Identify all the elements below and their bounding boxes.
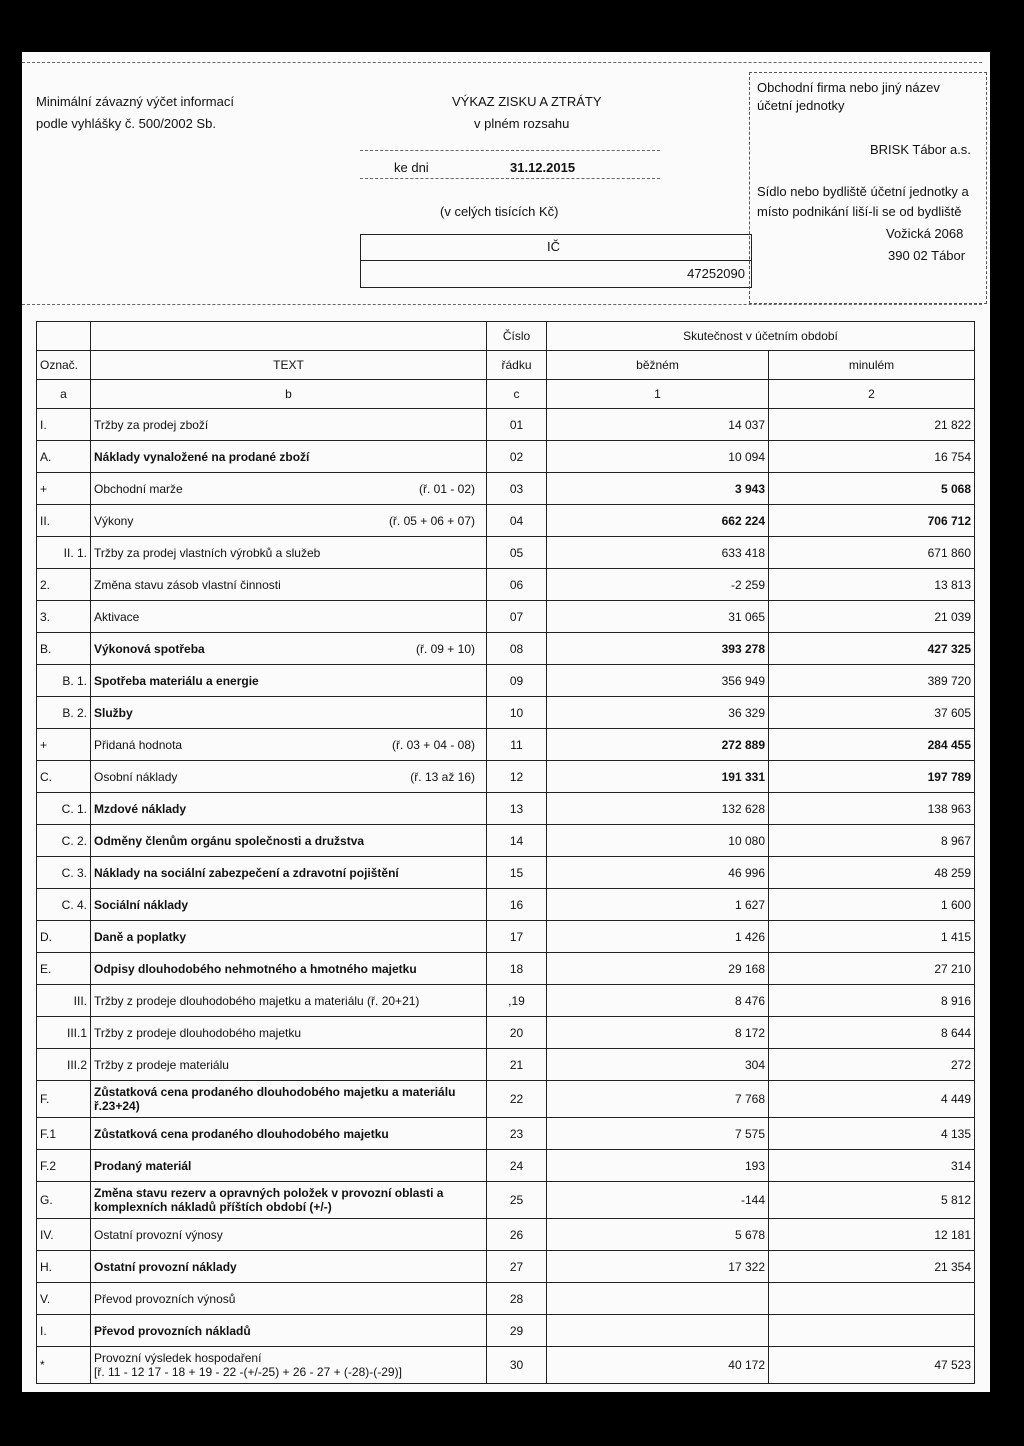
- table-row: [37, 793, 975, 825]
- seat-label-line2: místo podnikání liší-li se od bydliště: [757, 204, 962, 219]
- row-previous-value: 197 789: [769, 761, 975, 793]
- row-text: [91, 889, 487, 921]
- row-line-number: 16: [487, 889, 547, 921]
- row-line-number: 24: [487, 1150, 547, 1182]
- row-text: [91, 729, 487, 761]
- row-current-value: 633 418: [547, 537, 769, 569]
- col-skutecnost: Skutečnost v účetním období: [547, 322, 975, 351]
- row-previous-value: 27 210: [769, 953, 975, 985]
- row-current-value: [547, 1283, 769, 1315]
- row-line-number: 14: [487, 825, 547, 857]
- row-line-number: 21: [487, 1049, 547, 1081]
- row-current-value: 10 080: [547, 825, 769, 857]
- row-mark: G.: [37, 1182, 91, 1219]
- ic-label: IČ: [547, 239, 560, 254]
- row-previous-value: 4 135: [769, 1118, 975, 1150]
- row-formula: (ř. 03 + 04 - 08): [391, 737, 475, 752]
- row-text: [91, 1283, 487, 1315]
- row-text-label: Zůstatková cena prodaného dlouhodobého majetku: [94, 1126, 389, 1141]
- row-current-value: 1 426: [547, 921, 769, 953]
- row-text: [91, 953, 487, 985]
- firm-label-line2: účetní jednotky: [757, 98, 845, 113]
- row-text-label: Tržby z prodeje dlouhodobého majetku a materiálu (ř. 20+21): [94, 993, 420, 1008]
- row-previous-value: 138 963: [769, 793, 975, 825]
- row-text: [91, 1081, 487, 1118]
- row-text-label: Změna stavu rezerv a opravných položek v provozní oblasti a: [94, 1186, 444, 1200]
- row-text-label: Tržby z prodeje dlouhodobého majetku: [94, 1025, 302, 1040]
- table-row: [37, 665, 975, 697]
- ic-box: [360, 234, 752, 288]
- table-row: [37, 985, 975, 1017]
- row-previous-value: 8 644: [769, 1017, 975, 1049]
- row-text: [91, 633, 487, 665]
- sub-1: 1: [547, 380, 769, 409]
- row-mark: II.: [37, 505, 91, 537]
- row-text-label: Odpisy dlouhodobého nehmotného a hmotného majetku: [94, 961, 417, 976]
- row-text: [91, 473, 487, 505]
- table-row: [37, 1283, 975, 1315]
- row-mark: *: [37, 1347, 91, 1384]
- table-row: [37, 953, 975, 985]
- row-line-number: 08: [487, 633, 547, 665]
- table-row: [37, 697, 975, 729]
- report-title: VÝKAZ ZISKU A ZTRÁTY: [452, 94, 602, 109]
- table-row: [37, 1118, 975, 1150]
- row-text-label: Aktivace: [94, 609, 140, 624]
- col-text: TEXT: [91, 351, 487, 380]
- row-text: [91, 1347, 487, 1384]
- row-text-label: Provozní výsledek hospodaření: [94, 1351, 262, 1365]
- row-previous-value: 427 325: [769, 633, 975, 665]
- row-text-label-2: [ř. 11 - 12 17 - 18 + 19 - 22 -(+/-25) + 26 - 27 + (-28)-(-29)]: [94, 1365, 402, 1379]
- row-current-value: 7 575: [547, 1118, 769, 1150]
- row-text: [91, 697, 487, 729]
- table-row: [37, 761, 975, 793]
- row-text-label: Služby: [94, 705, 133, 720]
- row-text-label: Osobní náklady: [94, 769, 178, 784]
- row-text: [91, 761, 487, 793]
- row-formula: (ř. 09 + 10): [415, 641, 475, 656]
- row-previous-value: 21 354: [769, 1251, 975, 1283]
- row-previous-value: [769, 1315, 975, 1347]
- row-text: [91, 1315, 487, 1347]
- row-mark: C. 4.: [37, 889, 91, 921]
- row-text-label: Spotřeba materiálu a energie: [94, 673, 259, 688]
- row-current-value: 3 943: [547, 473, 769, 505]
- row-formula: (ř. 05 + 06 + 07): [388, 513, 475, 528]
- row-previous-value: 272: [769, 1049, 975, 1081]
- table-row: [37, 825, 975, 857]
- row-mark: 3.: [37, 601, 91, 633]
- row-mark: F.: [37, 1081, 91, 1118]
- row-previous-value: 12 181: [769, 1219, 975, 1251]
- row-text: [91, 1017, 487, 1049]
- table-row: [37, 1081, 975, 1118]
- sub-a: a: [37, 380, 91, 409]
- row-previous-value: 21 039: [769, 601, 975, 633]
- row-line-number: 06: [487, 569, 547, 601]
- row-previous-value: 5 068: [769, 473, 975, 505]
- row-text-label: Změna stavu zásob vlastní činnosti: [94, 577, 281, 592]
- row-text: [91, 1219, 487, 1251]
- row-text-label: Ostatní provozní výnosy: [94, 1227, 223, 1242]
- table-row: [37, 601, 975, 633]
- date-bottom-rule: [360, 178, 660, 179]
- row-mark: C.: [37, 761, 91, 793]
- row-line-number: 29: [487, 1315, 547, 1347]
- row-text: [91, 537, 487, 569]
- row-line-number: 07: [487, 601, 547, 633]
- row-mark: V.: [37, 1283, 91, 1315]
- seat-city: 390 02 Tábor: [888, 248, 966, 263]
- row-current-value: 46 996: [547, 857, 769, 889]
- row-current-value: 393 278: [547, 633, 769, 665]
- row-line-number: 13: [487, 793, 547, 825]
- row-previous-value: 284 455: [769, 729, 975, 761]
- table-row: [37, 473, 975, 505]
- row-current-value: -2 259: [547, 569, 769, 601]
- col-cislo-1: Číslo: [487, 322, 547, 351]
- row-previous-value: 1 600: [769, 889, 975, 921]
- row-text: [91, 1049, 487, 1081]
- row-text: [91, 1118, 487, 1150]
- row-mark: E.: [37, 953, 91, 985]
- row-current-value: 31 065: [547, 601, 769, 633]
- row-previous-value: 47 523: [769, 1347, 975, 1384]
- row-text-label: Tržby z prodeje materiálu: [94, 1057, 229, 1072]
- ic-value: 47252090: [687, 266, 745, 281]
- row-mark: +: [37, 729, 91, 761]
- row-line-number: 11: [487, 729, 547, 761]
- row-mark: B. 1.: [37, 665, 91, 697]
- row-current-value: 193: [547, 1150, 769, 1182]
- row-line-number: 03: [487, 473, 547, 505]
- row-previous-value: 48 259: [769, 857, 975, 889]
- table-row: [37, 537, 975, 569]
- row-line-number: 04: [487, 505, 547, 537]
- row-line-number: 27: [487, 1251, 547, 1283]
- row-formula: (ř. 01 - 02): [418, 481, 475, 496]
- row-current-value: 17 322: [547, 1251, 769, 1283]
- row-line-number: 26: [487, 1219, 547, 1251]
- date-top-rule: [360, 150, 660, 151]
- row-line-number: 23: [487, 1118, 547, 1150]
- legal-basis-line2: podle vyhlášky č. 500/2002 Sb.: [36, 116, 216, 131]
- row-text: [91, 665, 487, 697]
- table-row: [37, 409, 975, 441]
- table-row: [37, 1150, 975, 1182]
- date-value: 31.12.2015: [510, 160, 576, 175]
- row-current-value: 5 678: [547, 1219, 769, 1251]
- row-current-value: 132 628: [547, 793, 769, 825]
- row-formula: (ř. 13 až 16): [410, 769, 475, 784]
- row-mark: F.2: [37, 1150, 91, 1182]
- row-text-label: Ostatní provozní náklady: [94, 1259, 237, 1274]
- table-row: [37, 441, 975, 473]
- row-text: [91, 505, 487, 537]
- row-current-value: 191 331: [547, 761, 769, 793]
- table-row: [37, 857, 975, 889]
- row-previous-value: 16 754: [769, 441, 975, 473]
- row-mark: III.: [37, 985, 91, 1017]
- firm-label-line1: Obchodní firma nebo jiný název: [757, 80, 940, 95]
- row-mark: I.: [37, 1315, 91, 1347]
- row-line-number: 20: [487, 1017, 547, 1049]
- row-text: [91, 1251, 487, 1283]
- row-mark: II. 1.: [37, 537, 91, 569]
- table-row: [37, 1182, 975, 1219]
- table-row: [37, 889, 975, 921]
- seat-street: Vožická 2068: [886, 226, 964, 241]
- row-mark: A.: [37, 441, 91, 473]
- units-note: (v celých tisících Kč): [440, 204, 559, 219]
- row-line-number: ,19: [487, 985, 547, 1017]
- row-text-label: Odměny členům orgánu společnosti a družstva: [94, 833, 365, 848]
- col-oznac: Označ.: [37, 351, 91, 380]
- row-current-value: 304: [547, 1049, 769, 1081]
- row-text: [91, 409, 487, 441]
- row-mark: +: [37, 473, 91, 505]
- row-current-value: -144: [547, 1182, 769, 1219]
- row-text-label: Daně a poplatky: [94, 929, 187, 944]
- row-text-label-2: komplexních nákladů příštích období (+/-): [94, 1200, 332, 1214]
- row-previous-value: [769, 1283, 975, 1315]
- row-line-number: 25: [487, 1182, 547, 1219]
- row-text-label: Mzdové náklady: [94, 801, 187, 816]
- report-subtitle: v plném rozsahu: [474, 116, 570, 131]
- row-previous-value: 37 605: [769, 697, 975, 729]
- row-previous-value: 389 720: [769, 665, 975, 697]
- row-previous-value: 4 449: [769, 1081, 975, 1118]
- table-row: [37, 1315, 975, 1347]
- table-row: [37, 1251, 975, 1283]
- row-text-label-2: ř.23+24): [94, 1099, 140, 1113]
- table-row: [37, 505, 975, 537]
- row-line-number: 05: [487, 537, 547, 569]
- row-text: [91, 857, 487, 889]
- table-row: [37, 1347, 975, 1384]
- row-text-label: Převod provozních nákladů: [94, 1323, 251, 1338]
- table-row: [37, 921, 975, 953]
- profit-loss-table: [36, 321, 975, 1384]
- firm-name: BRISK Tábor a.s.: [870, 142, 971, 157]
- col-cislo-2: řádku: [487, 351, 547, 380]
- row-text-label: Přidaná hodnota: [94, 737, 183, 752]
- table-row: [37, 1049, 975, 1081]
- row-current-value: 29 168: [547, 953, 769, 985]
- row-previous-value: 8 967: [769, 825, 975, 857]
- row-text-label: Výkonová spotřeba: [94, 641, 205, 656]
- row-text-label: Převod provozních výnosů: [94, 1291, 236, 1306]
- header-bottom-rule: [22, 304, 982, 305]
- row-line-number: 28: [487, 1283, 547, 1315]
- row-current-value: 8 476: [547, 985, 769, 1017]
- row-text: [91, 569, 487, 601]
- row-current-value: 7 768: [547, 1081, 769, 1118]
- row-text-label: Tržby za prodej vlastních výrobků a služeb: [94, 545, 321, 560]
- row-line-number: 30: [487, 1347, 547, 1384]
- row-mark: H.: [37, 1251, 91, 1283]
- row-text: [91, 985, 487, 1017]
- row-line-number: 18: [487, 953, 547, 985]
- date-label: ke dni: [394, 160, 429, 175]
- row-current-value: 10 094: [547, 441, 769, 473]
- statement-page: [22, 52, 990, 1392]
- table-row: [37, 633, 975, 665]
- row-mark: C. 1.: [37, 793, 91, 825]
- row-line-number: 02: [487, 441, 547, 473]
- sub-c: c: [487, 380, 547, 409]
- table-row: [37, 1219, 975, 1251]
- row-previous-value: 671 860: [769, 537, 975, 569]
- legal-basis-line1: Minimální závazný výčet informací: [36, 94, 234, 109]
- row-text-label: Náklady vynaložené na prodané zboží: [94, 449, 310, 464]
- row-text: [91, 1150, 487, 1182]
- row-text: [91, 921, 487, 953]
- row-mark: III.1: [37, 1017, 91, 1049]
- row-current-value: 14 037: [547, 409, 769, 441]
- row-line-number: 09: [487, 665, 547, 697]
- table-row: [37, 569, 975, 601]
- row-text-label: Náklady na sociální zabezpečení a zdravotní pojištění: [94, 865, 399, 880]
- sub-b: b: [91, 380, 487, 409]
- row-mark: III.2: [37, 1049, 91, 1081]
- row-current-value: 356 949: [547, 665, 769, 697]
- row-text-label: Výkony: [94, 513, 134, 528]
- seat-label-line1: Sídlo nebo bydliště účetní jednotky a: [757, 184, 969, 199]
- row-text-label: Prodaný materiál: [94, 1158, 192, 1173]
- row-current-value: 272 889: [547, 729, 769, 761]
- row-line-number: 15: [487, 857, 547, 889]
- row-current-value: 662 224: [547, 505, 769, 537]
- row-mark: C. 2.: [37, 825, 91, 857]
- row-text: [91, 441, 487, 473]
- row-line-number: 22: [487, 1081, 547, 1118]
- row-text: [91, 1182, 487, 1219]
- col-beznem: běžném: [547, 351, 769, 380]
- row-previous-value: 1 415: [769, 921, 975, 953]
- table-row: [37, 1017, 975, 1049]
- row-previous-value: 21 822: [769, 409, 975, 441]
- row-previous-value: 706 712: [769, 505, 975, 537]
- row-mark: I.: [37, 409, 91, 441]
- row-text: [91, 601, 487, 633]
- row-line-number: 10: [487, 697, 547, 729]
- row-previous-value: 5 812: [769, 1182, 975, 1219]
- top-dashed-rule: [22, 62, 982, 63]
- sub-2: 2: [769, 380, 975, 409]
- row-mark: B. 2.: [37, 697, 91, 729]
- row-mark: D.: [37, 921, 91, 953]
- row-text-label: Sociální náklady: [94, 897, 189, 912]
- row-current-value: 36 329: [547, 697, 769, 729]
- row-mark: F.1: [37, 1118, 91, 1150]
- row-mark: IV.: [37, 1219, 91, 1251]
- col-minulem: minulém: [769, 351, 975, 380]
- table-row: [37, 729, 975, 761]
- row-current-value: 40 172: [547, 1347, 769, 1384]
- row-text: [91, 793, 487, 825]
- row-text-label: Obchodní marže: [94, 481, 183, 496]
- row-current-value: [547, 1315, 769, 1347]
- row-mark: 2.: [37, 569, 91, 601]
- row-text-label: Zůstatková cena prodaného dlouhodobého majetku a materiálu: [94, 1085, 456, 1099]
- row-previous-value: 314: [769, 1150, 975, 1182]
- row-mark: C. 3.: [37, 857, 91, 889]
- row-text: [91, 825, 487, 857]
- row-line-number: 01: [487, 409, 547, 441]
- row-previous-value: 13 813: [769, 569, 975, 601]
- row-mark: B.: [37, 633, 91, 665]
- row-line-number: 17: [487, 921, 547, 953]
- row-previous-value: 8 916: [769, 985, 975, 1017]
- row-text-label: Tržby za prodej zboží: [94, 417, 209, 432]
- row-current-value: 1 627: [547, 889, 769, 921]
- row-current-value: 8 172: [547, 1017, 769, 1049]
- row-line-number: 12: [487, 761, 547, 793]
